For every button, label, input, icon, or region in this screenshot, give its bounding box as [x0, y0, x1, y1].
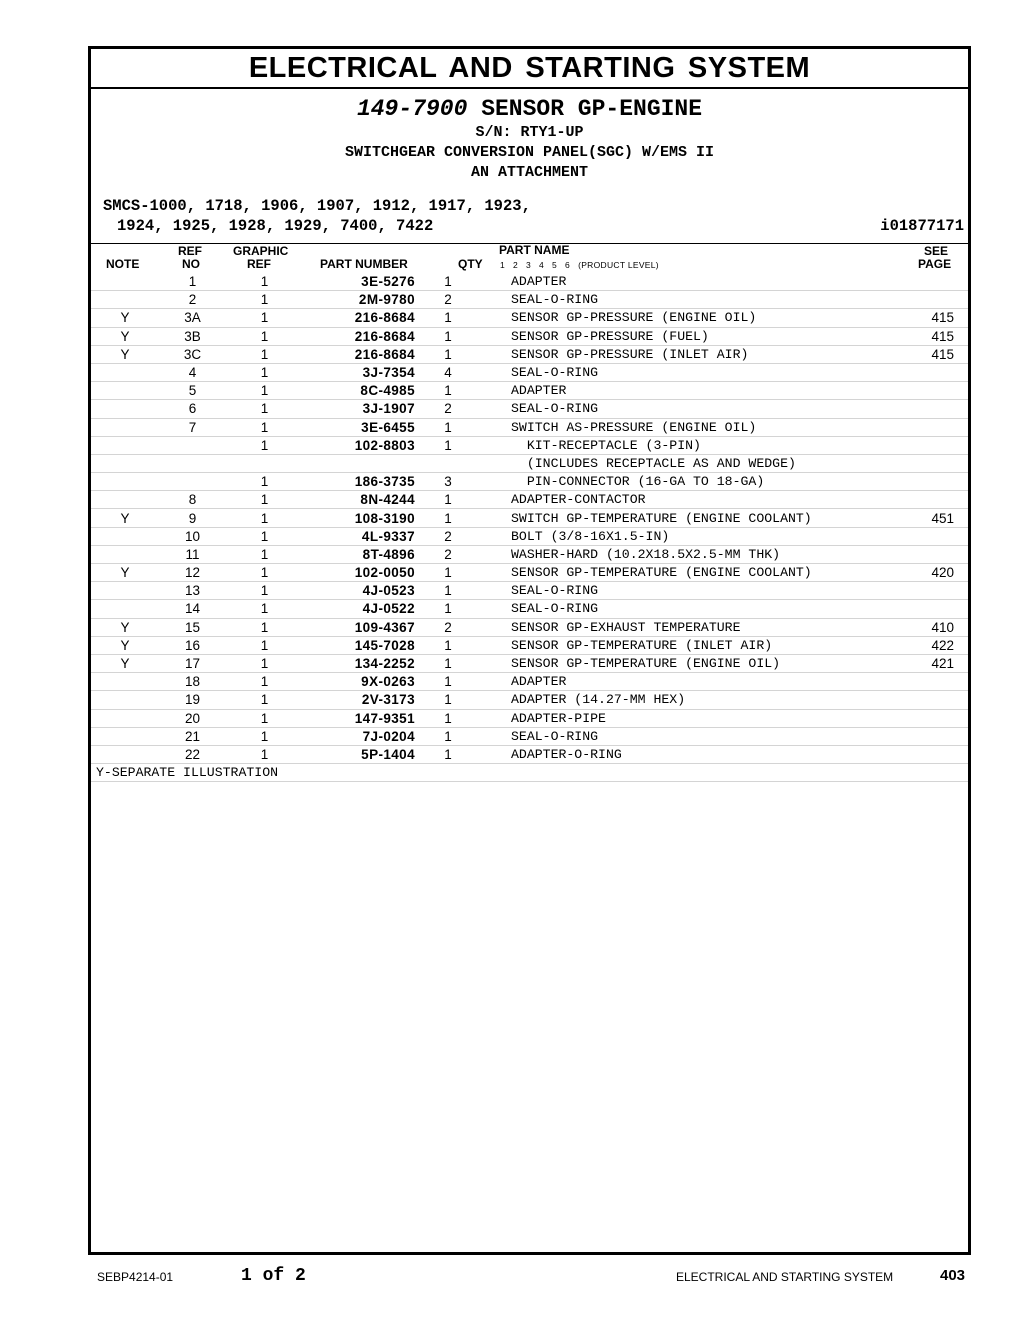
qty-cell: 1	[415, 709, 473, 727]
part-number-cell: 186-3735	[303, 473, 415, 491]
see-page-cell	[898, 545, 968, 563]
table-row	[91, 436, 968, 454]
graphic-ref-cell: 1	[226, 673, 303, 691]
graphic-ref-cell: 1	[226, 545, 303, 563]
graphic-ref-cell: 1	[226, 600, 303, 618]
qty-cell: 2	[415, 545, 473, 563]
graphic-ref-cell: 1	[226, 363, 303, 381]
ref-no-cell: 14	[159, 600, 226, 618]
note-cell: Y	[91, 327, 159, 345]
note-cell	[91, 454, 159, 472]
see-page-cell	[898, 527, 968, 545]
group-number: 149-7900	[356, 96, 468, 122]
part-name-cell: ADAPTER	[473, 673, 898, 691]
part-number-cell: 8C-4985	[303, 382, 415, 400]
page-frame	[88, 46, 971, 1255]
part-name-cell: SEAL-O-RING	[473, 582, 898, 600]
ref-no-cell: 12	[159, 564, 226, 582]
part-number-cell	[303, 454, 415, 472]
see-page-cell: 415	[898, 309, 968, 327]
footer-doc-number: SEBP4214-01	[97, 1270, 174, 1284]
ref-no-cell: 11	[159, 545, 226, 563]
note-cell	[91, 363, 159, 381]
note-cell: Y	[91, 618, 159, 636]
graphic-ref-cell: 1	[226, 291, 303, 309]
see-page-cell: 415	[898, 327, 968, 345]
graphic-ref-cell: 1	[226, 382, 303, 400]
part-number-cell: 102-8803	[303, 436, 415, 454]
footnote: Y-SEPARATE ILLUSTRATION	[91, 764, 968, 782]
ref-no-cell: 21	[159, 727, 226, 745]
table-row	[91, 564, 968, 582]
note-cell	[91, 273, 159, 291]
ref-no-cell: 18	[159, 673, 226, 691]
note-cell	[91, 600, 159, 618]
graphic-ref-cell: 1	[226, 418, 303, 436]
qty-cell: 4	[415, 363, 473, 381]
part-name-cell: SENSOR GP-EXHAUST TEMPERATURE	[473, 618, 898, 636]
qty-cell: 2	[415, 618, 473, 636]
graphic-ref-cell	[226, 454, 303, 472]
part-number-cell: 4L-9337	[303, 527, 415, 545]
part-number-cell: 3J-7354	[303, 363, 415, 381]
part-name-cell: SWITCH AS-PRESSURE (ENGINE OIL)	[473, 418, 898, 436]
qty-cell: 2	[415, 400, 473, 418]
see-page-cell	[898, 691, 968, 709]
graphic-ref-cell: 1	[226, 564, 303, 582]
part-number-cell: 4J-0522	[303, 600, 415, 618]
see-page-cell: 410	[898, 618, 968, 636]
note-cell	[91, 545, 159, 563]
see-page-cell	[898, 363, 968, 381]
graphic-ref-cell: 1	[226, 509, 303, 527]
table-row	[91, 745, 968, 763]
qty-cell: 1	[415, 509, 473, 527]
table-row	[91, 309, 968, 327]
see-page-cell	[898, 727, 968, 745]
col-ref-bottom: NO	[182, 257, 200, 271]
ref-no-cell: 20	[159, 709, 226, 727]
ref-no-cell: 5	[159, 382, 226, 400]
smcs-line-2: 1924, 1925, 1928, 1929, 7400, 7422	[117, 217, 434, 235]
see-page-cell	[898, 582, 968, 600]
qty-cell: 1	[415, 418, 473, 436]
see-page-cell	[898, 709, 968, 727]
table-row	[91, 691, 968, 709]
part-number-cell: 216-8684	[303, 345, 415, 363]
part-name-cell: PIN-CONNECTOR (16-GA TO 18-GA)	[473, 473, 898, 491]
ref-no-cell: 3B	[159, 327, 226, 345]
col-see-bottom: PAGE	[918, 257, 952, 271]
part-name-cell: BOLT (3/8-16X1.5-IN)	[473, 527, 898, 545]
footer-section: ELECTRICAL AND STARTING SYSTEM	[676, 1270, 894, 1284]
part-name-cell: SEAL-O-RING	[473, 600, 898, 618]
note-cell	[91, 400, 159, 418]
see-page-cell	[898, 418, 968, 436]
part-number-cell: 3E-5276	[303, 273, 415, 291]
ref-no-cell: 19	[159, 691, 226, 709]
qty-cell: 1	[415, 309, 473, 327]
part-name-cell: ADAPTER-CONTACTOR	[473, 491, 898, 509]
graphic-ref-cell: 1	[226, 273, 303, 291]
see-page-cell	[898, 473, 968, 491]
part-number-cell: 109-4367	[303, 618, 415, 636]
part-number-cell: 8T-4896	[303, 545, 415, 563]
part-number-cell: 9X-0263	[303, 673, 415, 691]
graphic-ref-cell: 1	[226, 309, 303, 327]
qty-cell: 1	[415, 600, 473, 618]
qty-cell: 1	[415, 636, 473, 654]
graphic-ref-cell: 1	[226, 400, 303, 418]
ref-no-cell: 3A	[159, 309, 226, 327]
col-ref-top: REF	[178, 244, 202, 258]
graphic-ref-cell: 1	[226, 436, 303, 454]
see-page-cell	[898, 291, 968, 309]
table-row	[91, 345, 968, 363]
col-graphic-bottom: REF	[247, 257, 271, 271]
see-page-cell: 451	[898, 509, 968, 527]
footer-page-of: 1 of 2	[241, 1266, 306, 1286]
part-number-cell: 102-0050	[303, 564, 415, 582]
note-cell: Y	[91, 654, 159, 672]
qty-cell: 1	[415, 691, 473, 709]
page-title: ELECTRICAL AND STARTING SYSTEM	[91, 49, 968, 89]
note-cell	[91, 436, 159, 454]
table-row	[91, 600, 968, 618]
ref-no-cell: 3C	[159, 345, 226, 363]
qty-cell: 1	[415, 327, 473, 345]
part-name-cell: ADAPTER	[473, 382, 898, 400]
qty-cell: 1	[415, 745, 473, 763]
part-name-cell: KIT-RECEPTACLE (3-PIN)	[473, 436, 898, 454]
see-page-cell	[898, 400, 968, 418]
qty-cell: 1	[415, 273, 473, 291]
ref-no-cell	[159, 454, 226, 472]
see-page-cell	[898, 436, 968, 454]
part-number-cell: 4J-0523	[303, 582, 415, 600]
table-row	[91, 454, 968, 472]
part-number-cell: 134-2252	[303, 654, 415, 672]
note-cell: Y	[91, 509, 159, 527]
ref-no-cell: 9	[159, 509, 226, 527]
graphic-ref-cell: 1	[226, 527, 303, 545]
application: SWITCHGEAR CONVERSION PANEL(SGC) W/EMS II	[344, 144, 715, 161]
col-see-top: SEE	[924, 244, 949, 258]
qty-cell: 1	[415, 673, 473, 691]
ref-no-cell	[159, 473, 226, 491]
ref-no-cell: 1	[159, 273, 226, 291]
see-page-cell	[898, 600, 968, 618]
graphic-ref-cell: 1	[226, 473, 303, 491]
see-page-cell	[898, 454, 968, 472]
table-row	[91, 527, 968, 545]
smcs-codes	[103, 196, 531, 236]
table-row	[91, 382, 968, 400]
part-name-cell: SENSOR GP-TEMPERATURE (ENGINE OIL)	[473, 654, 898, 672]
see-page-cell	[898, 745, 968, 763]
note-cell	[91, 745, 159, 763]
col-part-name: PART NAME	[499, 243, 570, 257]
group-heading	[91, 95, 968, 123]
qty-cell: 1	[415, 582, 473, 600]
part-name-cell: SEAL-O-RING	[473, 291, 898, 309]
part-number-cell: 216-8684	[303, 327, 415, 345]
footnote-row	[91, 764, 968, 782]
ref-no-cell: 2	[159, 291, 226, 309]
part-number-cell: 8N-4244	[303, 491, 415, 509]
qty-cell: 1	[415, 491, 473, 509]
note-cell: Y	[91, 309, 159, 327]
note-cell: Y	[91, 345, 159, 363]
ref-no-cell: 8	[159, 491, 226, 509]
table-row	[91, 491, 968, 509]
page-footer	[0, 1266, 1020, 1288]
table-row	[91, 418, 968, 436]
note-cell	[91, 673, 159, 691]
ref-no-cell: 4	[159, 363, 226, 381]
note-cell	[91, 491, 159, 509]
col-part-number: PART NUMBER	[320, 257, 408, 271]
ref-no-cell: 22	[159, 745, 226, 763]
see-page-cell: 421	[898, 654, 968, 672]
part-number-cell: 145-7028	[303, 636, 415, 654]
note-cell: Y	[91, 564, 159, 582]
illustration-id: i01877171	[880, 217, 964, 235]
note-cell	[91, 691, 159, 709]
see-page-cell	[898, 382, 968, 400]
smcs-line-1: SMCS-1000, 1718, 1906, 1907, 1912, 1917, 1923,	[103, 197, 531, 215]
ref-no-cell: 7	[159, 418, 226, 436]
group-name: SENSOR GP-ENGINE	[481, 96, 703, 122]
qty-cell: 3	[415, 473, 473, 491]
note-cell	[91, 582, 159, 600]
graphic-ref-cell: 1	[226, 654, 303, 672]
note-cell: Y	[91, 636, 159, 654]
part-name-cell: ADAPTER (14.27-MM HEX)	[473, 691, 898, 709]
note-cell	[91, 473, 159, 491]
graphic-ref-cell: 1	[226, 636, 303, 654]
qty-cell	[415, 454, 473, 472]
see-page-cell	[898, 491, 968, 509]
ref-no-cell: 10	[159, 527, 226, 545]
graphic-ref-cell: 1	[226, 345, 303, 363]
table-row	[91, 654, 968, 672]
part-number-cell: 5P-1404	[303, 745, 415, 763]
table-row	[91, 400, 968, 418]
part-name-cell: SENSOR GP-TEMPERATURE (ENGINE COOLANT)	[473, 564, 898, 582]
qty-cell: 2	[415, 291, 473, 309]
graphic-ref-cell: 1	[226, 618, 303, 636]
part-name-cell: ADAPTER-O-RING	[473, 745, 898, 763]
table-row	[91, 363, 968, 381]
see-page-cell: 420	[898, 564, 968, 582]
part-number-cell: 108-3190	[303, 509, 415, 527]
graphic-ref-cell: 1	[226, 327, 303, 345]
col-note: NOTE	[106, 257, 140, 271]
ref-no-cell: 17	[159, 654, 226, 672]
graphic-ref-cell: 1	[226, 691, 303, 709]
qty-cell: 1	[415, 727, 473, 745]
qty-cell: 1	[415, 345, 473, 363]
ref-no-cell: 16	[159, 636, 226, 654]
note-cell	[91, 709, 159, 727]
col-product-level: 1 2 3 4 5 6 (PRODUCT LEVEL)	[500, 260, 659, 270]
part-number-cell: 2M-9780	[303, 291, 415, 309]
see-page-cell: 422	[898, 636, 968, 654]
group-header	[91, 95, 968, 243]
qty-cell: 1	[415, 654, 473, 672]
table-row	[91, 709, 968, 727]
see-page-cell	[898, 673, 968, 691]
see-page-cell: 415	[898, 345, 968, 363]
note-cell	[91, 382, 159, 400]
ref-no-cell: 6	[159, 400, 226, 418]
part-name-cell: SEAL-O-RING	[473, 363, 898, 381]
part-name-cell: WASHER-HARD (10.2X18.5X2.5-MM THK)	[473, 545, 898, 563]
ref-no-cell: 15	[159, 618, 226, 636]
table-row	[91, 509, 968, 527]
part-name-cell: ADAPTER-PIPE	[473, 709, 898, 727]
part-number-cell: 3E-6455	[303, 418, 415, 436]
table-row	[91, 545, 968, 563]
note-cell	[91, 527, 159, 545]
table-row	[91, 291, 968, 309]
parts-table-body	[91, 273, 968, 764]
table-row	[91, 582, 968, 600]
table-row	[91, 727, 968, 745]
table-row	[91, 273, 968, 291]
part-number-cell: 7J-0204	[303, 727, 415, 745]
part-name-cell: SENSOR GP-TEMPERATURE (INLET AIR)	[473, 636, 898, 654]
part-number-cell: 147-9351	[303, 709, 415, 727]
graphic-ref-cell: 1	[226, 709, 303, 727]
part-name-cell: (INCLUDES RECEPTACLE AS AND WEDGE)	[473, 454, 898, 472]
part-number-cell: 3J-1907	[303, 400, 415, 418]
part-number-cell: 216-8684	[303, 309, 415, 327]
part-name-cell: SEAL-O-RING	[473, 400, 898, 418]
col-graphic-top: GRAPHIC	[233, 244, 289, 258]
ref-no-cell	[159, 436, 226, 454]
part-name-cell: ADAPTER	[473, 273, 898, 291]
graphic-ref-cell: 1	[226, 582, 303, 600]
note-cell	[91, 418, 159, 436]
graphic-ref-cell: 1	[226, 745, 303, 763]
part-name-cell: SEAL-O-RING	[473, 727, 898, 745]
graphic-ref-cell: 1	[226, 727, 303, 745]
qty-cell: 1	[415, 564, 473, 582]
parts-table	[91, 273, 968, 782]
part-name-cell: SWITCH GP-TEMPERATURE (ENGINE COOLANT)	[473, 509, 898, 527]
column-headers	[91, 243, 968, 273]
table-row	[91, 618, 968, 636]
col-qty: QTY	[458, 257, 483, 271]
see-page-cell	[898, 273, 968, 291]
part-number-cell: 2V-3173	[303, 691, 415, 709]
attachment-note: AN ATTACHMENT	[470, 164, 589, 181]
part-name-cell: SENSOR GP-PRESSURE (INLET AIR)	[473, 345, 898, 363]
table-row	[91, 673, 968, 691]
serial-range: S/N: RTY1-UP	[475, 124, 584, 141]
graphic-ref-cell: 1	[226, 491, 303, 509]
qty-cell: 1	[415, 436, 473, 454]
table-row	[91, 636, 968, 654]
note-cell	[91, 291, 159, 309]
footer-page-number: 403	[940, 1267, 966, 1284]
table-row	[91, 327, 968, 345]
qty-cell: 1	[415, 382, 473, 400]
part-name-cell: SENSOR GP-PRESSURE (ENGINE OIL)	[473, 309, 898, 327]
ref-no-cell: 13	[159, 582, 226, 600]
note-cell	[91, 727, 159, 745]
qty-cell: 2	[415, 527, 473, 545]
table-row	[91, 473, 968, 491]
part-name-cell: SENSOR GP-PRESSURE (FUEL)	[473, 327, 898, 345]
